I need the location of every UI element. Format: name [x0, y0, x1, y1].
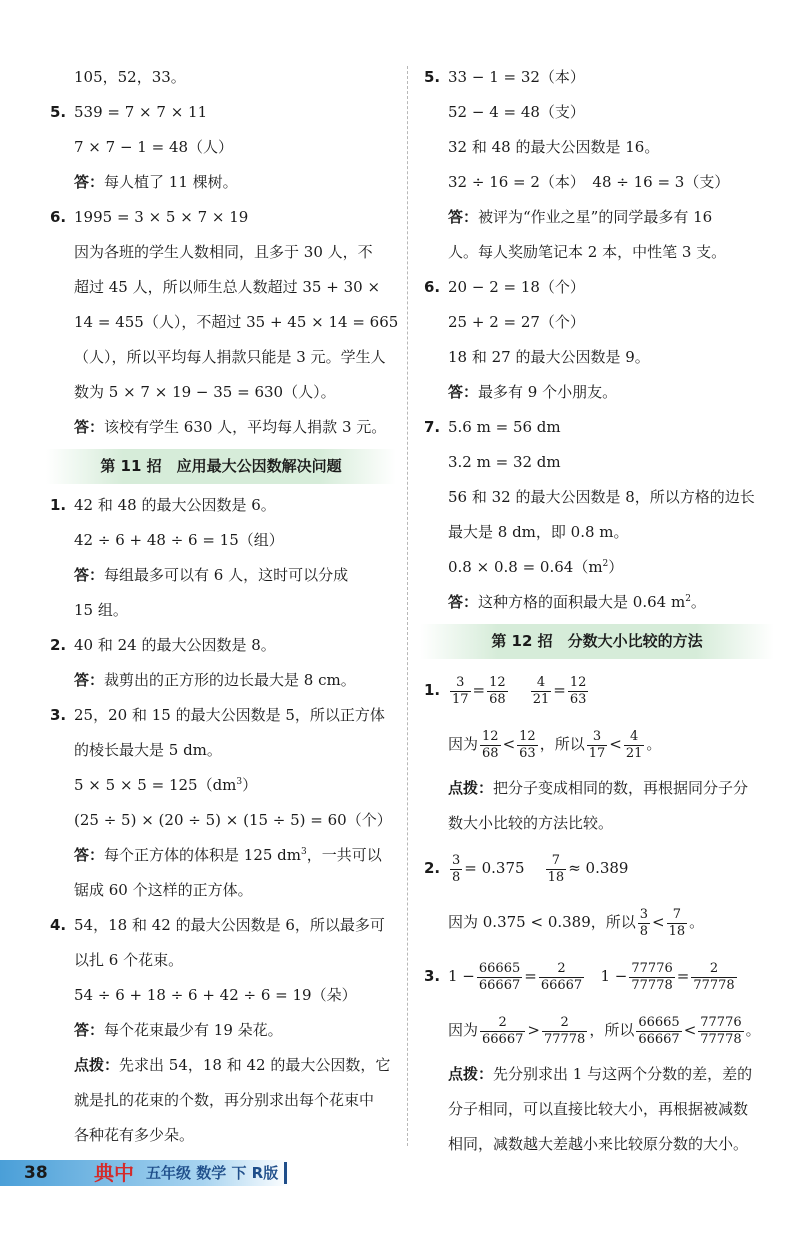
fraction-line [420, 1003, 774, 1057]
answer-line [46, 768, 396, 803]
tip-line [46, 1048, 396, 1083]
formula-text: ） [608, 558, 624, 576]
denominator: 77778 [631, 977, 673, 993]
answer-text: 。 [690, 593, 706, 611]
tip-line: 就是扎的花束的个数，再分别求出每个花束中 [74, 1091, 375, 1109]
numerator: 7 [667, 907, 688, 924]
answer-line [420, 200, 774, 235]
answer-line: 超过 45 人，所以师生总人数超过 35 + 30 × [74, 278, 381, 296]
numerator: 7 [546, 853, 567, 870]
answer-line [46, 908, 396, 943]
denominator: 8 [452, 869, 461, 885]
section-header: 第 12 招 分数大小比较的方法 [420, 624, 774, 659]
answer-line [46, 558, 396, 593]
answer-label: 答： [74, 418, 105, 436]
answer-line: 3.2 m = 32 dm [448, 453, 561, 471]
fraction [542, 1015, 587, 1048]
answer-line [46, 165, 396, 200]
question-number: 6. [50, 208, 67, 226]
fraction-line [420, 895, 774, 949]
denominator: 68 [489, 691, 506, 707]
answer-line [420, 375, 774, 410]
tip-line: 各种花有多少朵。 [74, 1126, 195, 1144]
question-number: 6. [424, 278, 441, 296]
formula-text: 0.8 × 0.8 = 0.64（m [448, 558, 603, 576]
numerator: 3 [587, 729, 608, 746]
brand-logo: 典中 [94, 1161, 134, 1185]
tip-label: 点拨： [74, 1056, 120, 1074]
answer-text: 这种方格的面积最大是 0.64 m [478, 593, 686, 611]
numerator: 4 [624, 729, 645, 746]
denominator: 21 [532, 691, 550, 707]
formula-text: 1 − [448, 967, 475, 985]
answer-line: 25 + 2 = 27（个） [448, 313, 585, 331]
answer-text: 因为 [448, 1021, 479, 1039]
fraction [487, 675, 508, 708]
operator: = [553, 681, 566, 699]
numerator: 2 [480, 1015, 525, 1032]
denominator: 77778 [543, 1031, 586, 1047]
question-number: 1. [50, 496, 67, 514]
answer-label: 答： [74, 1021, 105, 1039]
page-footer [0, 1152, 800, 1192]
answer-line [46, 410, 396, 445]
fraction [539, 961, 584, 994]
footer-divider [284, 1162, 287, 1184]
fraction-line [420, 841, 774, 895]
answer-line [420, 60, 774, 95]
tip-text: 先求出 54，18 和 42 的最大公因数，它 [119, 1056, 391, 1074]
formula-text: 5 × 5 × 5 = 125（dm [74, 776, 237, 794]
fraction [450, 675, 471, 708]
denominator: 17 [452, 691, 469, 707]
numerator: 2 [691, 961, 736, 978]
numerator: 12 [569, 674, 587, 690]
answer-line [420, 410, 774, 445]
fraction [629, 961, 674, 994]
fraction [624, 729, 645, 762]
numerator: 66665 [478, 960, 521, 976]
operator: < [652, 913, 665, 931]
answer-line [46, 488, 396, 523]
fraction [667, 907, 688, 940]
denominator: 18 [547, 869, 565, 885]
question-number: 4. [50, 916, 67, 934]
tip-label: 点拨： [448, 779, 494, 797]
answer-text: 被评为“作业之星”的同学最多有 16 [478, 208, 713, 226]
formula-text: ≈ 0.389 [568, 859, 629, 877]
answer-line [46, 1013, 396, 1048]
answer-text: 25，20 和 15 的最大公因数是 5，所以正方体 [74, 706, 385, 724]
fraction [480, 1015, 525, 1048]
formula-text: 539 = 7 × 7 × 11 [74, 103, 208, 121]
denominator: 77778 [693, 977, 735, 993]
numerator: 77776 [631, 960, 673, 976]
answer-line: 42 ÷ 6 + 48 ÷ 6 = 15（组） [74, 531, 284, 549]
answer-line: 18 和 27 的最大公因数是 9。 [448, 348, 650, 366]
denominator: 18 [668, 923, 686, 939]
column-divider [407, 66, 408, 1146]
formula-text: = 0.375 [464, 859, 525, 877]
operator: = [524, 967, 537, 985]
denominator: 17 [588, 745, 606, 761]
answer-line [46, 200, 396, 235]
answer-line: 32 和 48 的最大公因数是 16。 [448, 138, 660, 156]
denominator: 21 [625, 745, 643, 761]
answer-label: 答： [74, 173, 105, 191]
left-column [46, 60, 399, 1153]
fraction [638, 907, 650, 940]
formula-text: 5.6 m = 56 dm [448, 418, 561, 436]
answer-line: 54 ÷ 6 + 18 ÷ 6 + 42 ÷ 6 = 19（朵） [74, 986, 357, 1004]
denominator: 63 [519, 745, 536, 761]
answer-text: 裁剪出的正方形的边长最大是 8 cm。 [104, 671, 356, 689]
answer-line [46, 95, 396, 130]
answer-text: 54，18 和 42 的最大公因数是 6，所以最多可 [74, 916, 385, 934]
answer-text: 。 [646, 735, 662, 753]
numerator: 3 [639, 906, 649, 922]
denominator: 66667 [540, 977, 583, 993]
answer-text: 最多有 9 个小朋友。 [478, 383, 618, 401]
exponent: 2 [685, 594, 691, 604]
formula-text: 33 − 1 = 32（本） [448, 68, 585, 86]
formula-text: ） [242, 776, 258, 794]
answer-line: 52 − 4 = 48（支） [448, 103, 585, 121]
answer-line [46, 838, 396, 873]
numerator: 12 [482, 728, 499, 744]
answer-line: 56 和 32 的最大公因数是 8，所以方格的边长 [448, 488, 755, 506]
answer-line [46, 698, 396, 733]
answer-line [46, 628, 396, 663]
exponent: 3 [301, 847, 307, 857]
question-number: 3. [424, 967, 441, 985]
formula-text: 1995 = 3 × 5 × 7 × 19 [74, 208, 249, 226]
denominator: 8 [639, 923, 649, 939]
fraction [587, 729, 608, 762]
answer-line: 105，52，33。 [74, 68, 186, 86]
numerator: 12 [489, 674, 506, 690]
denominator: 68 [482, 745, 499, 761]
answer-line: 15 组。 [74, 601, 128, 619]
answer-line: 因为各班的学生人数相同，且多于 30 人，不 [74, 243, 373, 261]
answer-line: 锯成 60 个这样的正方体。 [74, 881, 253, 899]
formula-text: 20 − 2 = 18（个） [448, 278, 585, 296]
fraction [568, 675, 589, 708]
fraction [450, 853, 462, 886]
section-header: 第 11 招 应用最大公因数解决问题 [46, 449, 396, 484]
operator: < [502, 735, 516, 753]
numerator: 2 [539, 961, 584, 978]
question-number: 2. [50, 636, 67, 654]
question-number: 5. [424, 68, 441, 86]
answer-text: 40 和 24 的最大公因数是 8。 [74, 636, 276, 654]
answer-line: 的棱长最大是 5 dm。 [74, 741, 222, 759]
fraction-line [420, 949, 774, 1003]
fraction [691, 961, 736, 994]
answer-label: 答： [74, 846, 105, 864]
answer-text: 因为 [448, 735, 479, 753]
answer-line: （人），所以平均每人捐款只能是 3 元。学生人 [74, 348, 386, 366]
tip-line: 数大小比较的方法比较。 [448, 814, 614, 832]
answer-text: ，一共可以 [306, 846, 382, 864]
fraction-line [420, 717, 774, 771]
answer-text: 每个花束最少有 19 朵花。 [104, 1021, 283, 1039]
answer-line: (25 ÷ 5) × (20 ÷ 5) × (15 ÷ 5) = 60（个） [74, 811, 392, 829]
tip-line: 相同，减数越大差越小来比较原分数的大小。 [448, 1135, 749, 1153]
right-column [420, 60, 774, 1162]
answer-text: ，所以 [589, 1021, 635, 1039]
fraction [546, 853, 567, 886]
answer-text: 。 [689, 913, 705, 931]
operator: < [683, 1021, 697, 1039]
fraction [531, 675, 552, 708]
answer-label: 答： [74, 566, 105, 584]
book-title: 五年级 数学 下 R版 [146, 1164, 279, 1182]
answer-line [420, 585, 774, 620]
fraction [477, 961, 522, 994]
answer-line [46, 663, 396, 698]
page-number: 38 [24, 1163, 48, 1183]
answer-line: 32 ÷ 16 = 2（本） 48 ÷ 16 = 3（支） [448, 173, 730, 191]
numerator: 3 [450, 675, 471, 692]
question-number: 7. [424, 418, 441, 436]
answer-text: 。 [745, 1021, 761, 1039]
question-number: 5. [50, 103, 67, 121]
denominator: 63 [569, 691, 587, 707]
tip-line [420, 1057, 774, 1092]
exponent: 3 [236, 777, 243, 787]
numerator: 66665 [638, 1014, 680, 1030]
denominator: 77778 [700, 1031, 742, 1047]
operator: = [472, 681, 486, 699]
fraction [698, 1015, 743, 1048]
answer-text: 每组最多可以有 6 人，这时可以分成 [104, 566, 349, 584]
answer-line: 以扎 6 个花束。 [74, 951, 184, 969]
tip-text: 把分子变成相同的数，再根据同分子分 [493, 779, 749, 797]
answer-line: 最大是 8 dm，即 0.8 m。 [448, 523, 629, 541]
fraction [480, 729, 501, 762]
answer-line [420, 270, 774, 305]
denominator: 66667 [638, 1031, 680, 1047]
numerator: 12 [519, 728, 536, 744]
answer-line: 7 × 7 − 1 = 48（人） [74, 138, 234, 156]
answer-text: ，所以 [539, 735, 585, 753]
operator: = [676, 967, 690, 985]
answer-text: 42 和 48 的最大公因数是 6。 [74, 496, 276, 514]
answer-label: 答： [448, 208, 479, 226]
answer-label: 答： [448, 593, 479, 611]
tip-line: 分子相同，可以直接比较大小，再根据被减数 [448, 1100, 749, 1118]
fraction [636, 1015, 681, 1048]
operator: < [609, 735, 622, 753]
answer-text: 因为 0.375 < 0.389，所以 [448, 913, 636, 931]
fraction [517, 729, 538, 762]
numerator: 2 [542, 1015, 587, 1032]
answer-line: 数为 5 × 7 × 19 − 35 = 630（人）。 [74, 383, 336, 401]
denominator: 66667 [478, 977, 521, 993]
tip-label: 点拨： [448, 1065, 494, 1083]
question-number: 2. [424, 859, 441, 877]
answer-line: 14 = 455（人），不超过 35 + 45 × 14 = 665 [74, 313, 399, 331]
answer-line [420, 550, 774, 585]
question-number: 1. [424, 681, 441, 699]
fraction-line [420, 663, 774, 717]
answer-text: 每个正方体的体积是 125 dm [104, 846, 302, 864]
numerator: 4 [531, 675, 552, 692]
answer-text: 该校有学生 630 人，平均每人捐款 3 元。 [104, 418, 387, 436]
numerator: 3 [452, 852, 461, 868]
exponent: 2 [602, 559, 609, 569]
answer-label: 答： [448, 383, 479, 401]
answer-line: 人。每人奖励笔记本 2 本，中性笔 3 支。 [448, 243, 727, 261]
numerator: 77776 [700, 1014, 742, 1030]
formula-text: 1 − [600, 967, 628, 985]
question-number: 3. [50, 706, 67, 724]
operator: > [527, 1021, 540, 1039]
answer-text: 每人植了 11 棵树。 [104, 173, 238, 191]
tip-text: 先分别求出 1 与这两个分数的差，差的 [493, 1065, 753, 1083]
denominator: 66667 [482, 1031, 524, 1047]
tip-line [420, 771, 774, 806]
answer-label: 答： [74, 671, 105, 689]
